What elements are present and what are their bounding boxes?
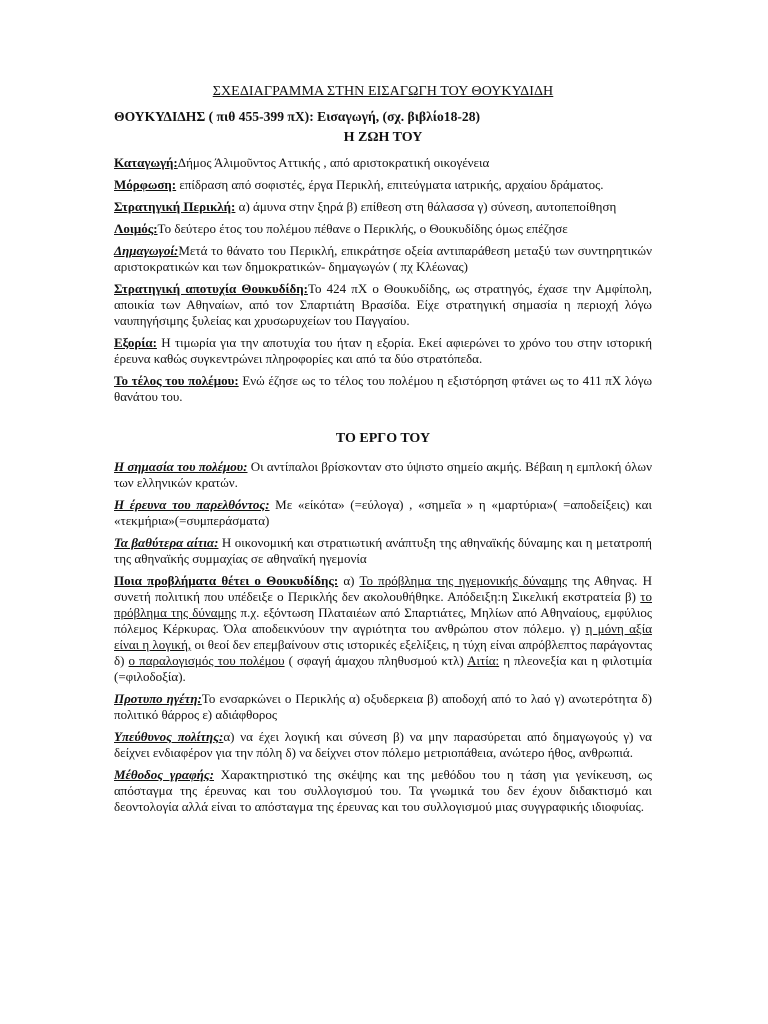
paragraph-text: π.χ. εξόντωση Πλαταιέων από Σπαρτιάτες, Μηλίων από Αθηναίους, εμφύλιος πόλεμος Κέρκυρας. Όλα αποδεικνύουν την αγριότητα του ανθρώπου στον πόλεμο. γ) [114,605,652,636]
paragraph-label: Μέθοδος γραφής: [114,767,214,782]
paragraph-text: α) άμυνα στην ξηρά β) επίθεση στη θάλασσα γ) σύνεση, αυτοπεποίθηση [235,199,617,214]
paragraph-text: Το 424 πΧ ο Θουκυδίδης, ως στρατηγός, έχασε την Αμφίπολη, αποικία των Αθηναίων, από τον Σπαρτιάτη Βρασίδα. Είχε στρατηγική σημασία η περιοχή λόγω ναυπηγήσιμης ξυλείας και χρυσωρυχείων του Παγγαίου. [114,281,652,328]
paragraph-text: Μετά το θάνατο του Περικλή, επικράτησε οξεία αντιπαράθεση μεταξύ των συντηρητικών αριστοκρατικών και των δημοκρατικών- δημαγωγών ( πχ Κλέωνας) [114,243,652,274]
paragraph-label: Λοιμός: [114,221,158,236]
paragraph-exile [114,335,652,367]
paragraph-origin [114,155,652,171]
paragraph-responsible-citizen [114,729,652,761]
paragraph-plague [114,221,652,237]
underlined-phrase: το πρόβλημα της δύναμης [114,589,652,620]
paragraph-war-significance [114,459,652,491]
paragraph-text: επίδραση από σοφιστές, έργα Περικλή, επιτεύγματα ιατρικής, αρχαίου δράματος. [176,177,604,192]
paragraph-label: Υπεύθυνος πολίτης: [114,729,224,744]
paragraph-text: Με «είκότα» (=εύλογα) , «σημεῖα » η «μαρτύρια»( =αποδείξεις) και «τεκμήρια»(=συμπεράσματα) [114,497,652,528]
paragraph-label: Μόρφωση: [114,177,177,192]
paragraph-text: Το δεύτερο έτος του πολέμου πέθανε ο Περικλής, ο Θουκυδίδης όμως επέζησε [157,221,568,236]
paragraph-label: Η έρευνα του παρελθόντος: [114,497,270,512]
paragraph-war-end [114,373,652,405]
document-page [114,84,652,821]
paragraph-leader-model [114,691,652,723]
paragraph-text: Ενώ έζησε ως το τέλος του πολέμου η εξιστόρηση φτάνει ως το 411 πΧ λόγω θανάτου του. [114,373,652,404]
paragraph-strategic-failure [114,281,652,329]
document-title: ΣΧΕΔΙΑΓΡΑΜΜΑ ΣΤΗΝ ΕΙΣΑΓΩΓΗ ΤΟΥ ΘΟΥΚΥΔΙΔΗ [212,84,554,99]
underlined-phrase: Αιτία: [467,653,500,668]
paragraph-text: Το ενσαρκώνει ο Περικλής α) οξυδερκεια β) αποδοχή από το λαό γ) ανωτερότητα δ) πολιτικό θάρρος ε) αδιάφθορος [114,691,652,722]
paragraph-text: της Αθηνας. Η συνετή πολιτική που υπέδειξε ο Περικλής δεν ακολουθήθηκε. Απόδειξη:η Σικελική εκστρατεία β) [114,573,652,604]
underlined-phrase: ο παραλογισμός του πολέμου [128,653,285,668]
paragraph-label: Η σημασία του πολέμου: [114,459,248,474]
paragraph-writing-method [114,767,652,815]
paragraph-text: ( σφαγή άμαχου πληθυσμού κτλ) [284,653,468,668]
paragraph-text: Η οικονομική και στρατιωτική ανάπτυξη της αθηναϊκής δύναμης και η μετατροπή της αθηναϊκής συμμαχίας σε αθηναϊκή ηγεμονία [114,535,652,566]
paragraph-text: α) να έχει λογική και σύνεση β) να μην παρασύρεται από δημαγωγούς γ) να δείχνει ενδιαφέρον για την πόλη δ) να δείχνει στον πόλεμο μετριοπάθεια, ανώτερο ήθος, ανθρωπιά. [114,729,652,760]
paragraph-education [114,177,652,193]
paragraph-text: Η τιμωρία για την αποτυχία του ήταν η εξορία. Εκεί αφιερώνει το χρόνο του στην ιστορική έρευνα καθώς συγκεντρώνει πληροφορίες και από τα δύο στρατόπεδα. [114,335,652,366]
paragraph-problems [114,573,652,685]
underlined-phrase: η μόνη αξία είναι η λογική, [114,621,653,652]
paragraph-label: Στρατηγική Περικλή: [114,199,236,214]
paragraph-text: Δήμος Άλιμοῦντος Αττικής , από αριστοκρατική οικογένεια [177,155,490,170]
section-heading-work: ΤΟ ΕΡΓΟ ΤΟΥ [335,431,431,446]
paragraph-label: Εξορία: [114,335,157,350]
paragraph-label: Στρατηγική αποτυχία Θουκυδίδη: [114,281,308,296]
paragraph-label: Προτυπο ηγέτη: [114,691,202,706]
paragraph-text: η πλεονεξία και η φιλοτιμία (=φιλοδοξία). [114,653,652,684]
paragraph-label: Δημαγωγοί: [114,243,179,258]
paragraph-label: Τα βαθύτερα αίτια: [114,535,219,550]
paragraph-deeper-causes [114,535,652,567]
paragraph-text: Οι αντίπαλοι βρίσκονταν στο ύψιστο σημείο ακμής. Βέβαιη η εμπλοκή όλων των ελληνικών κρατών. [114,459,652,490]
section-heading-life: Η ΖΩΗ ΤΟΥ [343,130,423,145]
paragraph-label: Το τέλος του πολέμου: [114,373,239,388]
paragraph-label: Καταγωγή: [114,155,178,170]
paragraph-text: α) [338,573,360,588]
paragraph-pericles-strategy [114,199,652,215]
document-subtitle: ΘΟΥΚΥΔΙΔΗΣ ( πιθ 455-399 πΧ): Εισαγωγή, (σχ. βιβλίο18-28) [114,109,481,124]
underlined-phrase: Το πρόβλημα της ηγεμονικής δύναμης [359,573,568,588]
paragraph-text: Χαρακτηριστικό της σκέψης και της μεθόδου του η τάση για γενίκευση, ως απόσταγμα της έρευνας και του συλλογισμού του. Τα γνωμικά του δεν έχουν διδακτισμό και δεοντολογία αλλά είναι το απόσταγμα της έρευνας και του συλλογισμού μιας συγγραφικής ιδιοφυίας. [114,767,652,814]
paragraph-past-research [114,497,652,529]
paragraph-label: Ποια προβλήματα θέτει ο Θουκυδίδης: [114,573,339,588]
paragraph-text: οι θεοί δεν επεμβαίνουν στις ιστορικές εξελίξεις, η τύχη είναι απρόβλεπτος παράγοντας δ) [114,637,652,668]
paragraph-demagogues [114,243,652,275]
